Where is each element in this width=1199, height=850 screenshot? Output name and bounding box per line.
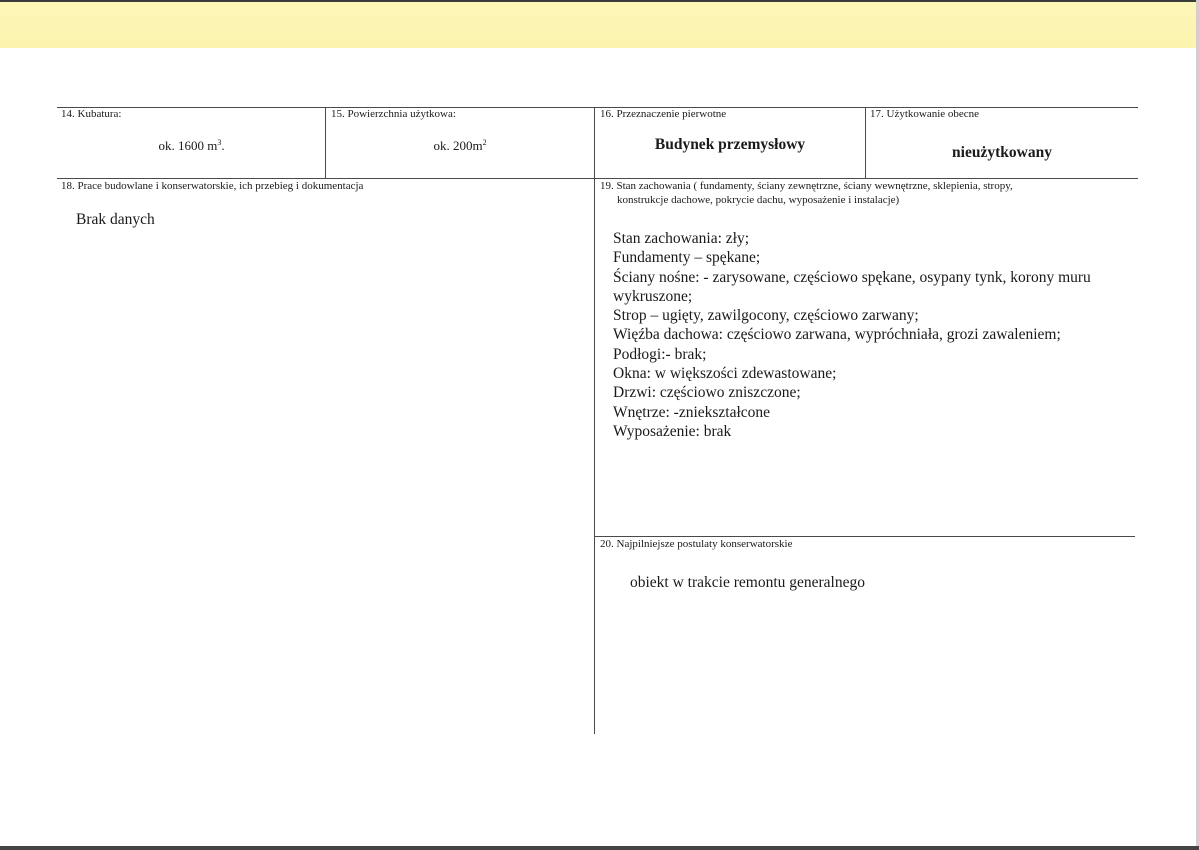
row-divider-1 <box>57 178 1138 179</box>
field-17-value: nieużytkowany <box>952 144 1052 161</box>
condition-line: Fundamenty – spękane; <box>613 249 761 267</box>
condition-line: Ściany nośne: - zarysowane, częściowo spękane, osypany tynk, korony muru <box>613 268 1091 286</box>
field-20-value: obiekt w trakcie remontu generalnego <box>630 574 865 591</box>
col-divider-3 <box>865 107 866 179</box>
field-18-value: Brak danych <box>76 211 155 228</box>
scan-top-band <box>0 0 1199 48</box>
field-19-label-line2: konstrukcje dachowe, pokrycie dachu, wyposażenie i instalacje) <box>617 194 900 206</box>
field-17-label: 17. Użytkowanie obecne <box>870 108 980 120</box>
field-18-label: 18. Prace budowlane i konserwatorskie, ich przebieg i dokumentacja <box>61 180 364 192</box>
field-15-label: 15. Powierzchnia użytkowa: <box>331 108 456 120</box>
scan-bottom-edge <box>0 846 1199 850</box>
condition-line: Stan zachowania: zły; <box>613 230 750 247</box>
field-16-label: 16. Przeznaczenie pierwotne <box>600 108 727 120</box>
field-14-value-suffix: . <box>221 138 225 153</box>
field-15-value-text: ok. 200m <box>433 138 483 153</box>
row-divider-2 <box>594 536 1135 537</box>
field-16-value: Budynek przemysłowy <box>654 136 806 153</box>
field-14-value-text: ok. 1600 m <box>158 138 218 153</box>
condition-line: Wyposażenie: brak <box>613 422 732 440</box>
condition-line: Strop – ugięty, zawilgocony, częściowo zarwany; <box>613 307 919 325</box>
condition-line: Drzwi: częściowo zniszczone; <box>613 384 801 402</box>
condition-line: Podłogi:- brak; <box>613 345 707 363</box>
condition-line: wykruszone; <box>613 287 693 305</box>
condition-line: Więźba dachowa: częściowo zarwana, wypróchniała, grozi zawaleniem; <box>613 326 1061 344</box>
field-14-value <box>58 138 325 154</box>
field-20-label: 20. Najpilniejsze postulaty konserwatorskie <box>600 538 793 550</box>
condition-line: Okna: w większości zdewastowane; <box>613 365 837 383</box>
field-14-label: 14. Kubatura: <box>61 108 122 120</box>
condition-line: Wnętrze: -zniekształcone <box>613 403 771 421</box>
field-14-value-sup: 3 <box>217 138 222 147</box>
field-15-value <box>326 138 594 154</box>
field-19-text <box>613 229 1091 441</box>
field-15-value-sup: 2 <box>482 138 487 147</box>
col-divider-2 <box>594 107 595 734</box>
field-19-label-line1: 19. Stan zachowania ( fundamenty, ściany zewnętrzne, ściany wewnętrzne, sklepienia, stropy, <box>600 180 1013 192</box>
